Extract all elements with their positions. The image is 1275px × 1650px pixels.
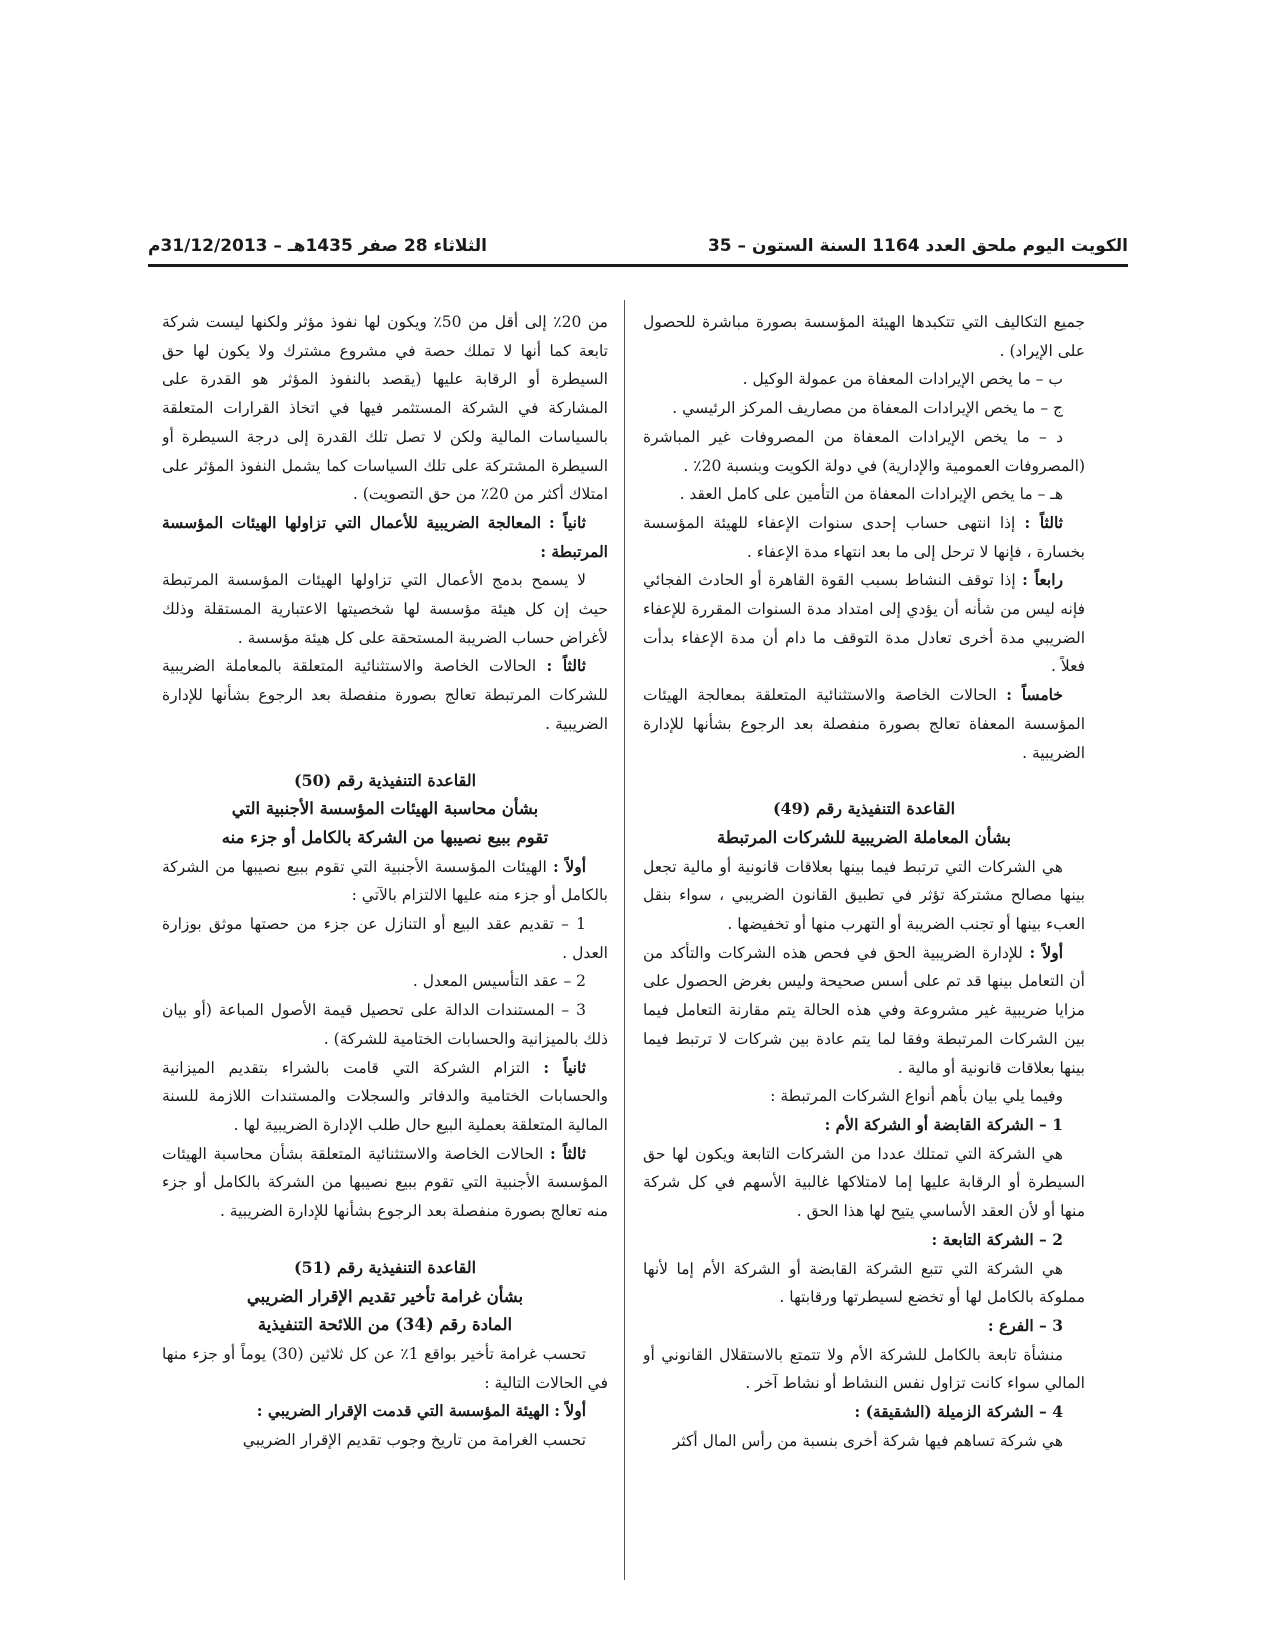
ordinal-lead: ثالثاً : [1024,512,1063,532]
ordinal-lead: رابعاً : [1022,570,1063,590]
paragraph: هي الشركة التي تمتلك عددا من الشركات التابعة ويكون لها حق السيطرة أو الرقابة عليها إما لامتلاكها غالبية الأسهم في كل شركة منها أو لأن العقد الأساسي يتيح لها هذا الحق . [643,1144,1085,1221]
paragraph [162,1397,608,1426]
rule-50-title: القاعدة التنفيذية رقم (50) [293,770,477,790]
section-heading [643,1226,1085,1255]
column-divider [624,300,625,1580]
rule-51-subtitle-1: بشأن غرامة تأخير تقديم الإقرار الضريبي [246,1286,524,1306]
paragraph-text: المعالجة الضريبية للأعمال التي تزاولها الهيئات المؤسسة المرتبطة : [162,512,608,561]
paragraph-text: الهيئة المؤسسة التي قدمت الإقرار الضريبي : [256,1401,550,1421]
list-item: د – ما يخص الإيرادات المعفاة من المصروفات غير المباشرة (المصروفات العمومية والإدارية) في دولة الكويت وبنسبة 20٪ . [643,427,1085,475]
paragraph: لا يسمح بدمج الأعمال التي تزاولها الهيئات المؤسسة المرتبطة حيث إن كل هيئة مؤسسة لها شخصيتها الاعتبارية المستقلة وذلك لأغراض حساب الضريبة المستحقة على كل هيئة مؤسسة . [162,571,608,647]
list-item: ج – ما يخص الإيرادات المعفاة من مصاريف المركز الرئيسي . [672,399,1063,418]
ordinal-lead: أولاً : [1029,942,1063,962]
paragraph: وفيما يلي بيان بأهم أنواع الشركات المرتبطة : [770,1087,1063,1106]
spacer [643,767,1085,795]
list-item: ب – ما يخص الإيرادات المعفاة من عمولة الوكيل . [742,370,1063,389]
section-heading [643,1111,1085,1140]
paragraph-text: إذا انتهى حساب إحدى سنوات الإعفاء للهيئة المؤسسة بخسارة ، فإنها لا ترحل إلى ما بعد انتهاء مدة الإعفاء . [643,513,1085,561]
spacer [162,1226,608,1254]
paragraph: تحسب غرامة تأخير بواقع 1٪ عن كل ثلاثين (30) يوماً أو جزء منها في الحالات التالية : [162,1344,608,1392]
list-item: 3 – المستندات الدالة على تحصيل قيمة الأصول المباعة (أو بيان ذلك بالميزانية والحسابات الختامية للشركة) . [162,1001,608,1048]
paragraph: هي الشركات التي ترتبط فيما بينها بعلاقات قانونية أو مالية تجعل بينها مصالح مشتركة تؤثر في تطبيق القانون الضريبي ، سواء بنقل العبء بينها أو تجنب الضريبة أو التهرب منها أو تخفيضها . [643,857,1085,934]
spacer [162,739,608,767]
paragraph: منشأة تابعة بالكامل للشركة الأم ولا تتمتع بالاستقلال القانوني أو المالي سواء كانت تزاول نفس النشاط أو نشاط آخر . [643,1345,1085,1393]
section-heading [643,1398,1085,1427]
rule-50-subtitle-2: تقوم ببيع نصيبها من الشركة بالكامل أو جزء منه [221,827,549,847]
ordinal-lead: ثانياً : [549,512,586,532]
section-heading-text: 3 – الفرع : [987,1315,1063,1335]
paragraph: هي الشركة التي تتبع الشركة القابضة أو الشركة الأم إما لأنها مملوكة بالكامل لها أو تخضع لسيطرتها ورقابتها . [643,1259,1085,1307]
right-column [643,308,1085,1618]
paragraph [162,1140,608,1226]
section-heading-text: 4 – الشركة الزميلة (الشقيقة) : [854,1402,1063,1422]
left-column [162,308,608,1608]
list-item: 1 – تقديم عقد البيع أو التنازل عن جزء من حصتها موثق بوزارة العدل . [162,915,608,962]
paragraph: جميع التكاليف التي تتكبدها الهيئة المؤسسة بصورة مباشرة للحصول على الإيراد) . [643,313,1085,360]
paragraph-text: التزام الشركة التي قامت بالشراء بتقديم الميزانية والحسابات الختامية والدفاتر والسجلات والمستندات اللازمة للسنة المالية المتعلقة بعملية البيع حال طلب الإدارة الضريبية لها . [162,1058,608,1134]
section-heading [643,1312,1085,1341]
rule-50-subtitle-1: بشأن محاسبة الهيئات المؤسسة الأجنبية التي [231,799,539,819]
paragraph-text: للإدارة الضريبية الحق في فحص هذه الشركات والتأكد من أن التعامل بينها قد تم على أسس صحيحة وليس بغرض الحصول على مزايا ضريبية غير مشروعة وفي هذه الحالة يتم مقارنة التعامل فيما بين الشركات المرتبطة وفقا لما يتم عادة بين شركات لا ترتبط فيما بينها بعلاقات قانونية أو مالية . [643,943,1085,1077]
paragraph-text: الحالات الخاصة والاستثنائية المتعلقة بشأن محاسبة الهيئات المؤسسة الأجنبية التي تقوم ببيع نصيبها من الشركة بالكامل أو جزء منه تعالج بصورة منفصلة بعد الرجوع بشأنها للإدارة الضريبية . [162,1144,608,1221]
paragraph: هي شركة تساهم فيها شركة أخرى بنسبة من رأس المال أكثر [672,1431,1063,1450]
ordinal-lead: أولاً : [553,856,587,876]
ordinal-lead: خامساً : [1006,685,1063,705]
paragraph: من 20٪ إلى أقل من 50٪ ويكون لها نفوذ مؤثر ولكنها ليست شركة تابعة كما أنها لا تملك حصة في مشروع مشترك ولا يكون لها حق السيطرة أو الرقابة عليها (يقصد بالنفوذ المؤثر هو القدرة على المشاركة في الشركة المستثمر فيها في اتخاذ القرارات المتعلقة بالسياسات المالية ولكن لا تصل تلك القدرة إلى درجة السيطرة أو السيطرة المشتركة على تلك السياسات كما يشمل النفوذ المؤثر على امتلاك أكثر من 20٪ من حق التصويت) . [162,313,608,504]
page-header [148,236,1128,267]
header-publication: الكويت اليوم ملحق العدد 1164 السنة الستون – 35 [707,236,1128,256]
paragraph [643,509,1085,566]
rule-51-title: القاعدة التنفيذية رقم (51) [293,1257,477,1277]
ordinal-lead: ثالثاً : [550,1143,586,1163]
paragraph [643,681,1085,767]
rule-49-title: القاعدة التنفيذية رقم (49) [772,799,956,819]
paragraph [162,1054,608,1140]
header-date: الثلاثاء 28 صفر 1435هـ – 31/12/2013م [148,236,487,256]
section-heading-text: 1 – الشركة القابضة أو الشركة الأم : [824,1114,1063,1134]
paragraph [162,853,608,910]
section-heading-text: 2 – الشركة التابعة : [931,1229,1063,1249]
paragraph-text: الحالات الخاصة والاستثنائية المتعلقة بمعالجة الهيئات المؤسسة المعفاة تعالج بصورة منفصلة بعد الرجوع بشأنها للإدارة الضريبية . [643,686,1085,762]
rule-51-subtitle-2: المادة رقم (34) من اللائحة التنفيذية [257,1315,513,1335]
paragraph-text: الهيئات المؤسسة الأجنبية التي تقوم ببيع نصيبها من الشركة بالكامل أو جزء منه عليها الالتزام بالآتي : [162,857,608,905]
paragraph-text: إذا توقف النشاط بسبب القوة القاهرة أو الحادث الفجائي فإنه ليس من شأنه أن يؤدي إلى امتداد مدة السنوات المقررة للإعفاء الضريبي مدة أخرى تعادل مدة التوقف ما دام أن مدة الإعفاء بدأت فعلاً . [643,571,1085,676]
rule-49-subtitle: بشأن المعاملة الضريبية للشركات المرتبطة [716,827,1012,847]
paragraph [162,652,608,738]
paragraph [643,939,1085,1083]
ordinal-lead: ثالثاً : [546,656,586,676]
paragraph [162,509,608,566]
paragraph: تحسب الغرامة من تاريخ وجوب تقديم الإقرار الضريبي [242,1431,586,1450]
list-item: 2 – عقد التأسيس المعدل . [412,972,586,991]
list-item: هـ – ما يخص الإيرادات المعفاة من التأمين على كامل العقد . [679,485,1063,504]
paragraph-text: الحالات الخاصة والاستثنائية المتعلقة بالمعاملة الضريبية للشركات المرتبطة تعالج بصورة منفصلة بعد الرجوع بشأنها للإدارة الضريبية . [162,657,608,733]
ordinal-lead: ثانياً : [543,1057,586,1077]
ordinal-lead: أولاً : [554,1401,586,1421]
paragraph [643,566,1085,681]
